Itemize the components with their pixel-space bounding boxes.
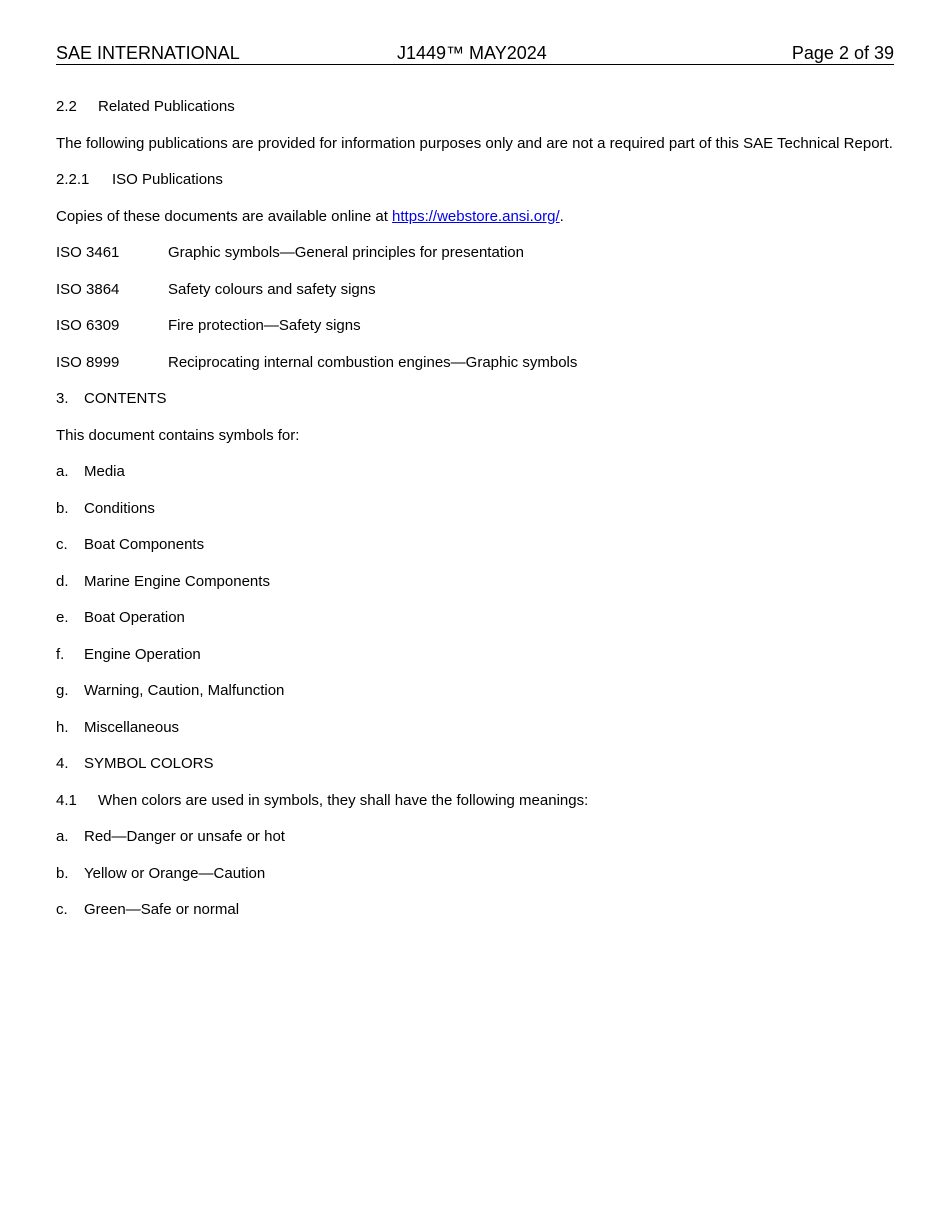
list-item bbox=[56, 682, 894, 700]
list-item bbox=[56, 573, 894, 591]
header-document-id: J1449™ MAY2024 bbox=[397, 43, 547, 63]
section-title: SYMBOL COLORS bbox=[84, 755, 214, 772]
paragraph bbox=[56, 208, 894, 226]
list-text: Red—Danger or unsafe or hot bbox=[84, 828, 285, 845]
reference-code: ISO 6309 bbox=[56, 317, 120, 334]
list-text: Boat Components bbox=[84, 536, 205, 553]
list-item bbox=[56, 463, 894, 481]
list-marker: e. bbox=[56, 609, 69, 626]
reference-title: Reciprocating internal combustion engines—Graphic symbols bbox=[168, 353, 578, 371]
paragraph: This document contains symbols for: bbox=[56, 426, 300, 444]
section-number: 3. bbox=[56, 390, 69, 407]
document-body bbox=[56, 98, 894, 938]
list-text: Green—Safe or normal bbox=[84, 901, 240, 918]
list-item bbox=[56, 719, 894, 737]
list-text: Media bbox=[84, 463, 125, 480]
reference-title: Graphic symbols—General principles for presentation bbox=[168, 244, 524, 261]
list-marker: d. bbox=[56, 572, 69, 590]
section-number: 2.2.1 bbox=[56, 171, 90, 188]
heading-2-2 bbox=[56, 98, 894, 116]
list-item bbox=[56, 865, 894, 883]
list-item bbox=[56, 646, 894, 664]
list-marker: g. bbox=[56, 682, 69, 699]
section-number: 4. bbox=[56, 755, 69, 772]
list-marker: f. bbox=[56, 645, 65, 663]
ansi-webstore-link[interactable]: https://webstore.ansi.org/ bbox=[392, 207, 560, 225]
paragraph: The following publications are provided for information purposes only and are not a required part of this SAE Technical Report. bbox=[56, 134, 893, 152]
list-marker: h. bbox=[56, 718, 69, 736]
paragraph-text: Copies of these documents are available online at bbox=[56, 207, 393, 225]
reference-item bbox=[56, 244, 894, 262]
list-item bbox=[56, 609, 894, 627]
list-text: Marine Engine Components bbox=[84, 572, 270, 590]
section-number: 2.2 bbox=[56, 98, 77, 115]
list-text: Engine Operation bbox=[84, 645, 201, 663]
reference-item bbox=[56, 281, 894, 299]
reference-code: ISO 3864 bbox=[56, 280, 120, 298]
section-title: ISO Publications bbox=[112, 171, 223, 188]
reference-item bbox=[56, 317, 894, 335]
heading-4 bbox=[56, 755, 894, 773]
list-marker: a. bbox=[56, 463, 69, 480]
reference-title: Fire protection—Safety signs bbox=[168, 317, 361, 334]
list-item bbox=[56, 901, 894, 919]
list-text: Warning, Caution, Malfunction bbox=[84, 682, 285, 699]
list-item bbox=[56, 500, 894, 518]
reference-title: Safety colours and safety signs bbox=[168, 280, 376, 298]
list-item bbox=[56, 828, 894, 846]
heading-3 bbox=[56, 390, 894, 408]
section-number: 4.1 bbox=[56, 791, 77, 809]
list-marker: c. bbox=[56, 901, 68, 918]
paragraph-4-1 bbox=[56, 792, 894, 810]
header-organization: SAE INTERNATIONAL bbox=[56, 43, 240, 63]
heading-2-2-1 bbox=[56, 171, 894, 189]
list-text: Yellow or Orange—Caution bbox=[84, 864, 266, 882]
reference-item bbox=[56, 354, 894, 372]
list-marker: b. bbox=[56, 499, 69, 517]
section-title: Related Publications bbox=[98, 98, 235, 115]
paragraph-text: When colors are used in symbols, they shall have the following meanings: bbox=[98, 791, 589, 809]
header-page-number: Page 2 of 39 bbox=[791, 43, 894, 63]
list-text: Miscellaneous bbox=[84, 718, 180, 736]
list-item bbox=[56, 536, 894, 554]
reference-code: ISO 3461 bbox=[56, 244, 120, 261]
page-header bbox=[56, 43, 894, 65]
paragraph-text: . bbox=[559, 207, 564, 225]
list-marker: b. bbox=[56, 864, 69, 882]
list-marker: a. bbox=[56, 828, 69, 845]
section-title: CONTENTS bbox=[84, 390, 167, 407]
list-marker: c. bbox=[56, 536, 68, 553]
list-text: Boat Operation bbox=[84, 609, 185, 626]
list-text: Conditions bbox=[84, 499, 155, 517]
reference-code: ISO 8999 bbox=[56, 353, 120, 371]
